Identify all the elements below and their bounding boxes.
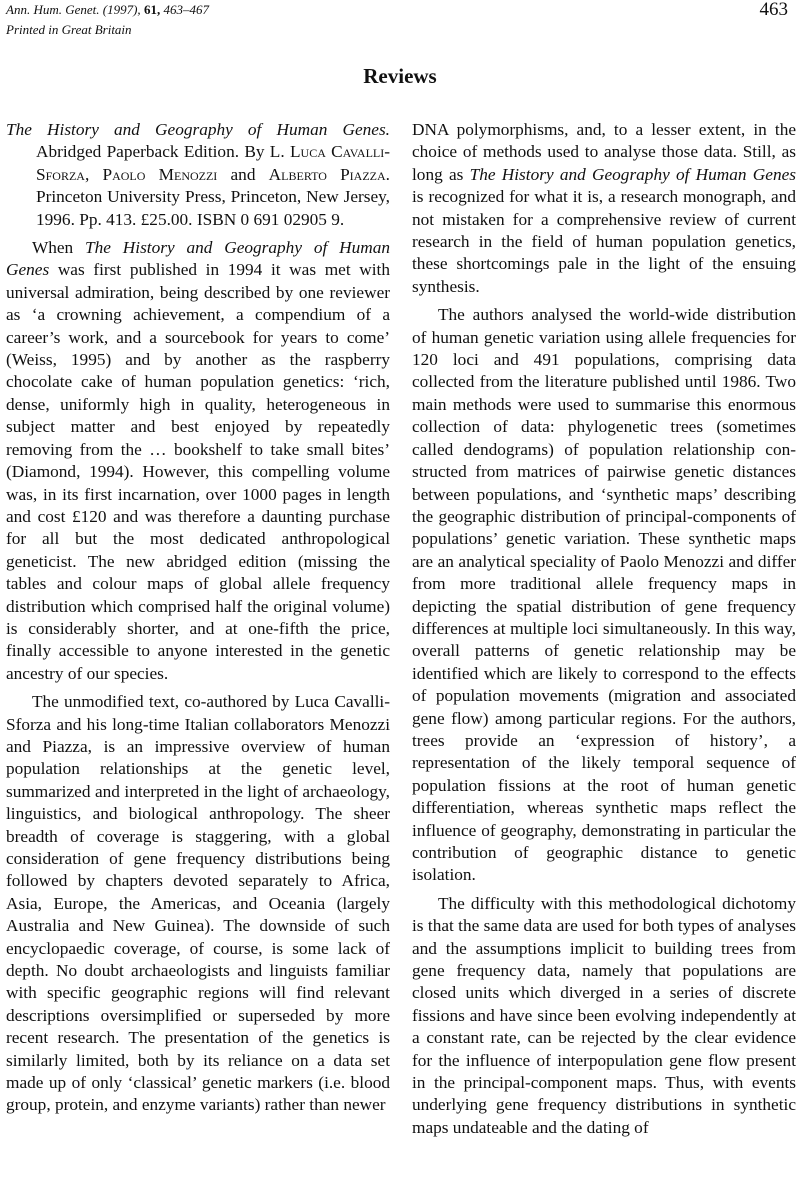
right-p1-cont-a: DNA polymorphisms, and, to a lesser extent, in the choice of methods used to analyse those data. Still, as long as (412, 120, 796, 184)
journal-volume: 61, (143, 2, 161, 17)
author-and: and (230, 164, 256, 184)
left-column (6, 119, 390, 1117)
left-paragraph-1 (6, 237, 390, 685)
left-p1-book-title: The History and Geography of Human Genes (6, 238, 390, 280)
journal-citation (6, 0, 209, 20)
running-head (6, 0, 209, 40)
book-publisher: Princeton University Press, Princeton, New Jersey, 1996. Pp. 413. £25.00. ISBN 0 691 02905 9. (36, 187, 390, 229)
right-p1-cont-b: is recognized for what it is, a research monograph, and not mistaken for a comprehensive review of current research in the field of human population genetics, these shortcomings pale in the light of the ensuing synthesis. (412, 187, 796, 296)
book-title: The History and Geography of Human Genes. (6, 120, 390, 139)
printed-note: Printed in Great Britain (6, 22, 132, 37)
author-2: Paolo Menozzi (102, 164, 218, 184)
right-p1-book-title: The History and Geography of Human Genes (469, 164, 796, 184)
author-3: Alberto Piazza. (268, 164, 390, 184)
left-paragraph-2: The unmodified text, co-authored by Luca Cavalli-Sforza and his long-time Italian collaborators Menozzi and Piazza, is an impressive overview of human population relationships at the genetic level, summarized and interpreted in the light of archaeology, linguistics, and biological anthropology. The sheer breadth of coverage is staggering, with a global consideration of gene frequency distributions being followed by chapters devoted separately to Africa, Asia, Europe, the Americas, and Oceania (largely Australia and New Guinea). The downside of such encyclopaedic coverage, of course, is some lack of depth. No doubt archaeologists and linguists familiar with specific geographic regions will find relevant descriptions oversimplified or superseded by more recent research. The presentation of the genetics is similarly limited, both by its reliance on a data set made up of only ‘classical’ genetic markers (i.e. blood group, protein, and enzyme variants) rather than newer (6, 692, 390, 1115)
right-paragraph-2: The authors analysed the world-wide distribution of human genetic variation using allele frequencies for 120 loci and 491 populations, comprising data collected from the literature published until 1986. Two main methods were used to summarise this enormous collection of data: phylogenetic trees (sometimes called dendograms) of population relationship constructed from matrices of pairwise genetic distances between populations, and ‘synthetic maps’ describing the geographic distribution of principal-components of populations’ genetic variation. These synthetic maps are an analytical speciality of Paolo Menozzi and differ from more traditional allele frequency maps in depicting the spatial distribution of gene frequency differences at multiple loci simultaneously. In this way, overall patterns of genetic relationship may be identified which are likely to correspond to the effects of population movements (migration and associated gene flow) among particular regions. For the authors, trees provide an ‘expression of history’, a representation of the likely temporal sequence of population fissions at the root of human genetic differentiation, whereas synthetic maps reflect the influence of geography, demonstrating in particular the contribution of geographic distance to genetic isolation. (412, 305, 796, 885)
right-column (412, 119, 796, 1139)
journal-year: (1997), (102, 2, 141, 17)
book-citation (6, 119, 390, 231)
book-edition: Abridged Paperback Edition. By L. (36, 142, 285, 162)
journal-pages: 463–467 (163, 2, 209, 17)
page-number: 463 (759, 0, 788, 20)
journal-name: Ann. Hum. Genet. (6, 2, 100, 17)
left-p1-start: When (31, 238, 74, 258)
right-paragraph-3: The difficulty with this methodological dichotomy is that the same data are used for both types of analyses and the assumptions implicit to building trees from gene frequency data, namely that populations are closed units which diverged in a series of discrete fissions and have since been evolving independently at a constant rate, can be rejected by the clear evidence for the influence of interpopulation gene flow present in the principal-component maps. Thus, with events underlying gene frequency distributions in synthetic maps undateable and the dating of (412, 893, 796, 1137)
author-1: Luca Cavalli-Sforza, (36, 142, 390, 184)
left-p1-rest: was first published in 1994 it was met with universal admiration, being described by one reviewer as ‘a crowning achievement, a compendium of a career’s work, and a sourcebook for years to come’ (Weiss, 1995) and by another as the raspberry chocolate cake of human population genetics: ‘rich, dense, uniformly high in quality, heterogeneous in subject matter and best enjoyed by repeatedly removing from the … bookshelf to take small bites’ (Diamond, 1994). However, this compelling volume was, in its first incarnation, over 1000 pages in length and cost £120 and was therefore a daunting purchase for all but the most dedicated anthropological geneticist. The new abridged edition (missing the tables and colour maps of global allele frequency distribution which comprised half the original volume) is considerably shorter, and at one-fifth the price, finally accessible to anyone interested in the genetic ancestry of our species. (6, 260, 390, 683)
right-paragraph-1 (412, 119, 796, 298)
section-title: Reviews (363, 64, 437, 88)
